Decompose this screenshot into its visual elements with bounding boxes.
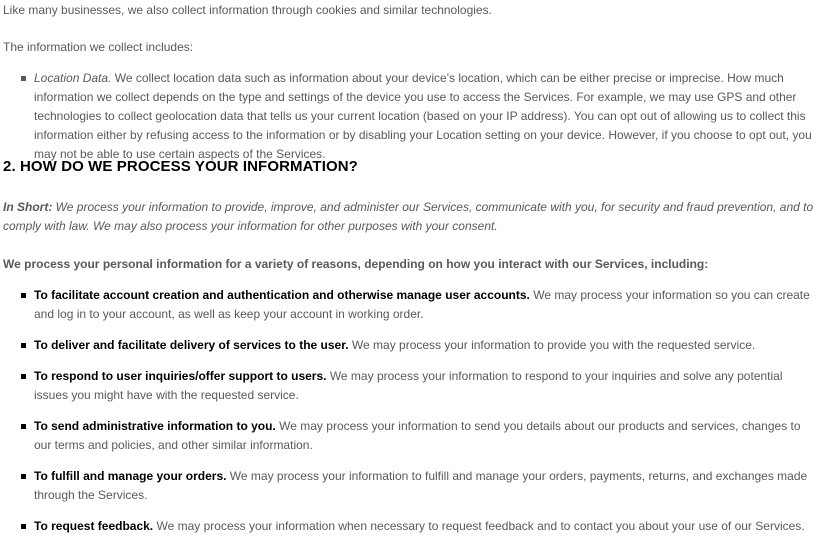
list-item-reason [3,417,815,455]
processing-reasons-list [3,286,815,548]
reason-text: We may process your information to provide you with the requested service. [348,338,756,352]
section-title: 2. HOW DO WE PROCESS YOUR INFORMATION? [3,158,358,175]
list-item-reason [3,286,815,324]
processing-lead: We process your personal information for a variety of reasons, depending on how you interact with our Services, including: [3,257,709,271]
reason-text: We may process your information to respond to your inquiries and solve any potential issues you might have with the requested service. [34,369,783,402]
in-short-summary [3,198,827,236]
reason-title: To deliver and facilitate delivery of services to the user. [34,338,349,352]
list-item-location-data [3,69,827,164]
location-data-text: We collect location data such as information about your device's location, which can be either precise or imprecise. How much information we collect depends on the type and settings of the device you use to access the Services. For example, we may use GPS and other technologies to collect geolocation data that tells us your current location (based on your IP address). You can opt out of allowing us to collect this information either by refusing access to the information or by disabling your Location setting on your device. However, if you choose to opt out, you may not be able to use certain aspects of the Services. [34,71,812,161]
list-item-reason [3,336,815,355]
reason-title: To send administrative information to you. [34,419,276,433]
collect-heading: The information we collect includes: [3,40,194,54]
collected-info-list [3,69,827,164]
reason-title: To fulfill and manage your orders. [34,469,227,483]
reason-title: To request feedback. [34,519,154,533]
in-short-label: In Short: [3,200,53,214]
reason-title: To facilitate account creation and authentication and otherwise manage user accounts. [34,288,530,302]
location-data-term: Location Data. [34,71,112,85]
reason-text: We may process your information so you can create and log in to your account, as well as keep your account in working order. [34,288,810,321]
reason-text: We may process your information to send you details about our products and services, changes to our terms and policies, and other similar information. [34,419,801,452]
list-item-reason [3,367,815,405]
in-short-text: We process your information to provide, improve, and administer our Services, communicate with you, for security and fraud prevention, and to comply with law. We may also process your information for other purposes with your consent. [3,200,814,233]
reason-text: We may process your information when necessary to request feedback and to contact you about your use of our Services. [153,519,805,533]
reason-text: We may process your information to fulfill and manage your orders, payments, returns, and exchanges made through the Services. [34,469,808,502]
list-item-reason [3,517,815,536]
list-item-reason [3,467,815,505]
intro-paragraph: Like many businesses, we also collect information through cookies and similar technologies. [3,3,492,17]
reason-title: To respond to user inquiries/offer support to users. [34,369,327,383]
